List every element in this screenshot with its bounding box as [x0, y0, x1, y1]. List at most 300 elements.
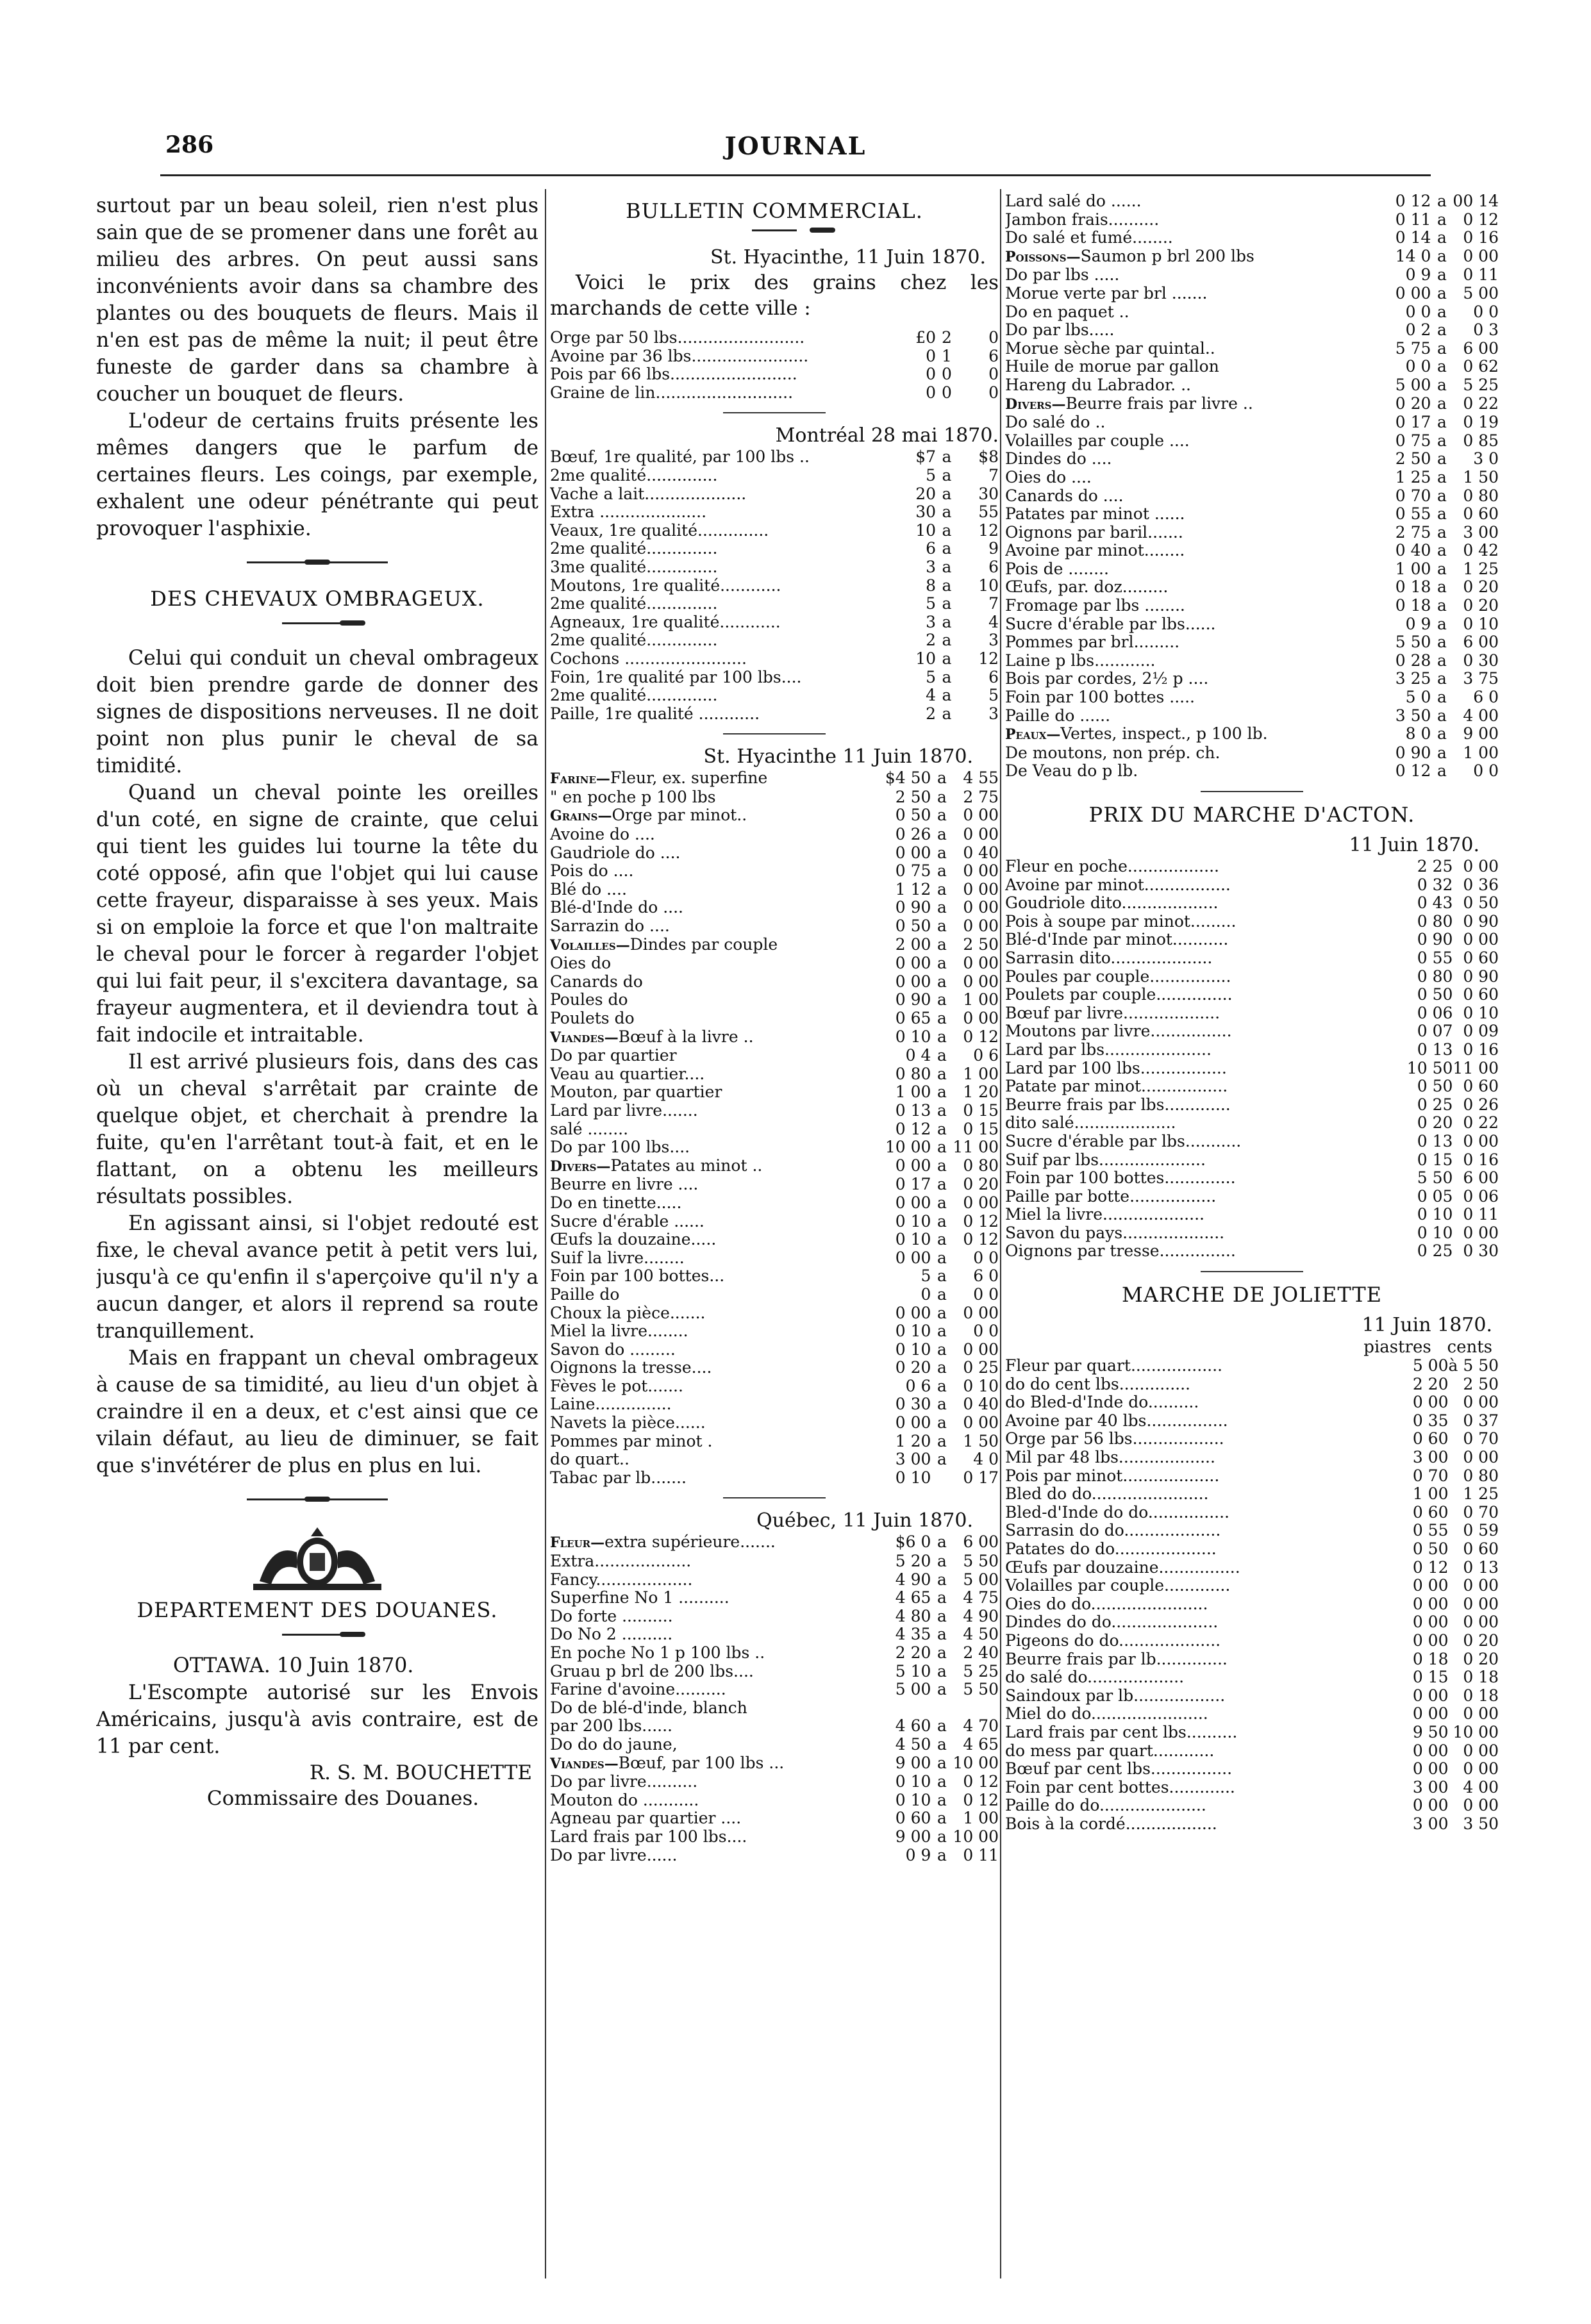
- price-value: 3: [988, 631, 999, 650]
- price-value: 6: [926, 539, 936, 558]
- price-value: a: [937, 1790, 947, 1809]
- price-value: a: [937, 1156, 947, 1175]
- signature-name: R. S. M. BOUCHETTE: [309, 1761, 532, 1784]
- item-label: Goudriole dito...................: [1005, 894, 1219, 913]
- item-label: Veaux, 1re qualité..............: [550, 521, 769, 540]
- price-value: 3 50: [1395, 706, 1431, 725]
- price-row: [550, 365, 999, 384]
- price-row: [1005, 1485, 1499, 1504]
- price-value: a: [937, 1211, 947, 1231]
- price-value: 6 0: [973, 1266, 999, 1286]
- price-value: 14 0: [1395, 246, 1431, 265]
- paragraph: surtout par un beau soleil, rien n'est plus sain que de se promener dans une forêt au milieu des arbres. On peut aussi sans inconvénients avoir dans sa chambre des plantes ou des bouquets de fleurs. Mais il n'en est pas de même la nuit; il peut être funeste de garder dans sa chambre à coucher un bouquet de fleurs.: [96, 194, 538, 406]
- price-value: a: [937, 1532, 947, 1552]
- price-value: a: [1437, 302, 1447, 321]
- price-row: [550, 788, 999, 807]
- paragraph: Mais en frappant un cheval ombrageux à cause de sa timidité, au lieu d'un objet à craindre il en a deux, et c'est ainsi que ce vilain défaut, au lieu de diminuer, se fait que s'invétérer de plus en plus en lui.: [96, 1347, 538, 1477]
- price-value: 0 50: [1417, 1077, 1453, 1096]
- price-row: [550, 686, 999, 705]
- price-value: 0 00: [1412, 1741, 1449, 1760]
- price-value: a: [937, 1230, 947, 1249]
- price-value: 0 00: [895, 1156, 931, 1175]
- item-label: Gruau p brl de 200 lbs....: [550, 1662, 754, 1681]
- item-label: Fleur en poche..................: [1005, 858, 1219, 876]
- price-value: 1 25: [1463, 1484, 1499, 1504]
- price-row: [1005, 1467, 1499, 1486]
- price-value: a: [1437, 357, 1447, 376]
- price-value: 3: [926, 612, 936, 631]
- price-value: a: [937, 1248, 947, 1267]
- montreal-dateline: Montréal 28 mai 1870.: [775, 424, 999, 447]
- price-value: 0 50: [1417, 985, 1453, 1004]
- price-value: 3 00: [1412, 1777, 1449, 1797]
- price-value: a: [937, 1809, 947, 1828]
- price-value: 0 07: [1417, 1022, 1453, 1041]
- price-value: 0 22: [1463, 1113, 1499, 1133]
- price-value: 6: [988, 557, 999, 576]
- price-value: 4 90: [963, 1606, 999, 1625]
- price-row: [1005, 1041, 1499, 1059]
- price-value: a: [1437, 431, 1447, 450]
- sthyacinthe-dateline: St. Hyacinthe 11 Juin 1870.: [703, 745, 973, 768]
- price-value: 6 00: [1463, 633, 1499, 652]
- price-value: 0 62: [1463, 357, 1499, 376]
- price-value: 5: [926, 667, 936, 686]
- item-cell: [550, 769, 885, 788]
- item-label: Foin par 100 bottes .....: [1005, 688, 1195, 707]
- price-value: 0 50: [895, 917, 931, 936]
- price-value: 0 10: [895, 1340, 931, 1359]
- price-row: [550, 1322, 999, 1341]
- price-value: 0 25: [1417, 1095, 1453, 1114]
- price-row: [1005, 858, 1499, 876]
- item-label: Do par livre..........: [550, 1773, 698, 1791]
- price-value: 0 0: [1405, 357, 1431, 376]
- item-label: Paille, 1re qualité ............: [550, 704, 760, 723]
- price-row: [1005, 1242, 1499, 1261]
- item-label: Avoine par minot........: [1005, 542, 1185, 560]
- price-row: [1005, 688, 1499, 707]
- price-value: 0 90: [1417, 930, 1453, 949]
- item-label: Patates do do....................: [1005, 1540, 1217, 1558]
- price-value: a: [937, 1413, 947, 1432]
- price-value: a: [937, 806, 947, 825]
- price-row: [550, 806, 999, 826]
- price-value: 10 50: [1406, 1058, 1453, 1077]
- item-label: " en poche p 100 lbs: [550, 788, 716, 806]
- bulletin-dateline: St. Hyacinthe, 11 Juin 1870.: [710, 246, 986, 269]
- price-value: a: [942, 686, 952, 705]
- price-row: [1005, 1797, 1499, 1815]
- price-value: 7: [988, 594, 999, 613]
- category-label: Viandes—: [550, 1029, 619, 1046]
- price-value: $8: [978, 447, 999, 467]
- item-label: Savon do .........: [550, 1340, 676, 1359]
- price-value: 5 75: [1395, 338, 1431, 358]
- price-value: a: [1437, 743, 1447, 762]
- price-value: 1 00: [895, 1083, 931, 1102]
- price-value: 0 65: [895, 1009, 931, 1027]
- item-label: Mouton do ...........: [550, 1791, 699, 1809]
- price-value: 0 30: [895, 1395, 931, 1414]
- price-row: [1005, 670, 1499, 688]
- price-row: [550, 384, 999, 403]
- separator: [723, 733, 826, 735]
- price-value: 0 12: [963, 1230, 999, 1249]
- price-row: [1005, 1632, 1499, 1650]
- price-value: 0 37: [1463, 1411, 1499, 1430]
- separator: [1201, 1271, 1303, 1272]
- column-3: [1005, 192, 1499, 2298]
- item-label: Paille do do.....................: [1005, 1797, 1206, 1815]
- item-label: Bois par cordes, 2½ p ....: [1005, 670, 1209, 688]
- price-value: 0 00: [895, 1193, 931, 1212]
- grains-price-table: [550, 329, 999, 402]
- item-label: Dindes par couple: [629, 935, 778, 954]
- price-value: a: [937, 990, 947, 1009]
- price-value: 0 25: [963, 1358, 999, 1377]
- price-row: [550, 448, 999, 467]
- item-label: Paille par botte.................: [1005, 1187, 1217, 1206]
- item-label: par 200 lbs......: [550, 1717, 672, 1736]
- separator: [723, 1497, 826, 1498]
- price-value: 0 00: [1412, 1796, 1449, 1815]
- price-value: 0 00: [1463, 1594, 1499, 1613]
- price-value: 0 12: [963, 1772, 999, 1791]
- item-label: De moutons, non prép. ch.: [1005, 743, 1220, 762]
- price-value: 9 00: [895, 1753, 931, 1772]
- price-row: [550, 1699, 999, 1718]
- price-value: 30: [915, 502, 936, 522]
- price-value: 4 65: [963, 1734, 999, 1754]
- price-value: 0 10: [1417, 1205, 1453, 1224]
- price-value: 10 00: [885, 1138, 931, 1157]
- item-label: Foin, 1re qualité par 100 lbs....: [550, 668, 802, 686]
- price-value: a: [1437, 651, 1447, 670]
- royal-arms-emblem: [234, 1523, 401, 1594]
- price-value: 1 20: [963, 1083, 999, 1102]
- item-label: Dindes do do.....................: [1005, 1613, 1219, 1632]
- item-label: Do par quartier: [550, 1047, 677, 1065]
- price-value: 0 00: [1395, 283, 1431, 303]
- price-value: a: [937, 1606, 947, 1625]
- price-row: [550, 1809, 999, 1828]
- price-row: [1005, 1760, 1499, 1779]
- item-label: Suif la livre........: [550, 1249, 685, 1267]
- price-value: 0 3: [1473, 320, 1499, 340]
- price-value: 0 15: [963, 1119, 999, 1138]
- price-value: a: [937, 954, 947, 973]
- ornament-rule: [247, 1498, 388, 1504]
- price-value: 0 00: [963, 861, 999, 881]
- price-row: [1005, 524, 1499, 542]
- price-value: 1 00: [1412, 1484, 1449, 1504]
- price-value: 0 12: [963, 1211, 999, 1231]
- price-value: 0 19: [1463, 413, 1499, 432]
- price-row: [1005, 560, 1499, 579]
- price-value: a: [937, 1827, 947, 1846]
- price-row: [1005, 192, 1499, 211]
- price-value: a: [1437, 614, 1447, 633]
- price-value: [931, 1469, 953, 1488]
- price-value: 5 25: [1463, 375, 1499, 394]
- price-row: [550, 844, 999, 863]
- price-value: a: [942, 557, 952, 576]
- price-value: 5: [920, 1266, 931, 1286]
- price-row: [1005, 968, 1499, 986]
- price-value: 0 20: [1463, 596, 1499, 615]
- price-value: 0 17: [963, 1468, 999, 1487]
- price-value: 1 25: [1463, 559, 1499, 578]
- item-label: Moutons par livre................: [1005, 1022, 1232, 1041]
- title-underline: [752, 229, 797, 235]
- price-value: 0 00: [1463, 246, 1499, 265]
- price-value: 0 40: [963, 843, 999, 862]
- price-value: 0 10: [1463, 614, 1499, 633]
- price-value: 0: [926, 365, 936, 384]
- price-value: 3 0: [1473, 449, 1499, 469]
- price-value: 0 10: [895, 1027, 931, 1046]
- price-value: 0 00: [895, 1303, 931, 1322]
- price-row: [1005, 1650, 1499, 1669]
- price-value: 0: [926, 383, 936, 402]
- price-value: a: [1437, 320, 1447, 340]
- price-value: 0 60: [895, 1809, 931, 1828]
- price-row: [550, 1681, 999, 1699]
- price-row: [550, 1791, 999, 1810]
- price-row: [550, 881, 999, 899]
- item-label: Do salé do ..: [1005, 413, 1106, 432]
- price-value: a: [1437, 724, 1447, 743]
- price-row: [1005, 1151, 1499, 1170]
- price-row: [550, 595, 999, 613]
- item-label: do do cent lbs..............: [1005, 1375, 1190, 1393]
- acton-price-table: [1005, 858, 1499, 1261]
- item-label: Pommes par minot .: [550, 1432, 713, 1450]
- price-value: 0 70: [1395, 486, 1431, 505]
- price-value: 6 00: [1463, 338, 1499, 358]
- price-value: a: [942, 520, 952, 540]
- price-value: 0 00: [963, 898, 999, 917]
- price-value: 4 90: [895, 1570, 931, 1589]
- price-value: 4: [926, 686, 936, 705]
- price-value: 0: [988, 365, 999, 384]
- price-value: 5 50: [963, 1680, 999, 1699]
- price-value: 3 50: [1463, 1814, 1499, 1833]
- price-value: 0 14: [1395, 228, 1431, 247]
- price-row: [1005, 247, 1499, 267]
- price-row: [550, 329, 999, 347]
- page-number: 286: [165, 131, 214, 158]
- price-value: 4 50: [895, 1734, 931, 1754]
- header-rule: [160, 174, 1431, 176]
- price-row: [1005, 450, 1499, 469]
- price-row: [550, 1395, 999, 1414]
- item-label: Jambon frais..........: [1005, 210, 1160, 229]
- price-value: 0 12: [1463, 210, 1499, 229]
- price-row: [1005, 1595, 1499, 1614]
- item-label: Saindoux par lb..................: [1005, 1686, 1226, 1705]
- price-value: a: [937, 1643, 947, 1662]
- price-value: 0 60: [1463, 948, 1499, 967]
- price-value: a: [937, 1661, 947, 1681]
- price-row: [550, 1341, 999, 1359]
- price-row: [1005, 1448, 1499, 1467]
- item-label: Canards do ....: [1005, 486, 1124, 505]
- price-row: [1005, 303, 1499, 322]
- price-value: a: [937, 1716, 947, 1736]
- price-value: 2 50: [1463, 1374, 1499, 1393]
- price-value: 0 30: [1463, 651, 1499, 670]
- price-value: 0 12: [1395, 192, 1431, 210]
- price-value: [890, 1699, 931, 1718]
- price-row: [1005, 913, 1499, 931]
- price-value: 0 11: [1463, 1205, 1499, 1224]
- price-row: [1005, 432, 1499, 451]
- price-value: a: [942, 465, 952, 485]
- column-2: [550, 192, 999, 2298]
- price-value: 0 13: [895, 1100, 931, 1120]
- price-value: 5 00: [1395, 375, 1431, 394]
- price-value: $4 50: [885, 768, 931, 788]
- item-label: Pigeons do do....................: [1005, 1631, 1221, 1650]
- price-value: 10 00: [953, 1753, 999, 1772]
- price-value: 3 75: [1463, 669, 1499, 688]
- price-value: 0: [988, 328, 999, 347]
- price-value: a: [937, 1119, 947, 1138]
- item-label: Bœuf, 1re qualité, par 100 lbs ..: [550, 448, 810, 467]
- price-value: a: [1437, 413, 1447, 432]
- price-value: 0 20: [1463, 1631, 1499, 1650]
- price-value: a: [1437, 338, 1447, 358]
- item-cell: [550, 806, 885, 826]
- price-value: 0 80: [1463, 486, 1499, 505]
- price-row: [1005, 652, 1499, 670]
- price-value: 4 0: [973, 1450, 999, 1469]
- price-value: 0 0: [1473, 761, 1499, 781]
- price-value: 0 12: [963, 1790, 999, 1809]
- item-label: do Bled-d'Inde do..........: [1005, 1393, 1199, 1412]
- price-value: 7: [988, 465, 999, 485]
- price-value: a: [1437, 394, 1447, 413]
- price-row: [550, 917, 999, 936]
- price-value: 0 9: [1405, 614, 1431, 633]
- price-value: 0 32: [1417, 875, 1453, 894]
- price-value: 0 55: [1417, 948, 1453, 967]
- item-label: do quart..: [550, 1450, 629, 1469]
- price-value: a: [937, 1083, 947, 1102]
- price-value: 5 00: [1412, 1356, 1449, 1375]
- price-value: a: [937, 898, 947, 917]
- price-value: 4 80: [895, 1606, 931, 1625]
- item-label: Foin par 100 bottes..............: [1005, 1169, 1236, 1188]
- price-value: 0 80: [1463, 1466, 1499, 1485]
- price-value: 0 55: [1395, 504, 1431, 524]
- price-value: 11 00: [1453, 1058, 1499, 1077]
- item-label: Do de blé-d'inde, blanch: [550, 1698, 747, 1717]
- price-value: 5 25: [963, 1661, 999, 1681]
- price-value: 0 06: [1417, 1003, 1453, 1022]
- price-value: 5: [926, 594, 936, 613]
- price-value: 0 00: [895, 1248, 931, 1267]
- price-value: 0 55: [1412, 1521, 1449, 1540]
- price-value: 0 17: [895, 1175, 931, 1194]
- price-row: [550, 1304, 999, 1323]
- item-label: Do par lbs .....: [1005, 266, 1120, 285]
- douanes-dateline: OTTAWA. 10 Juin 1870.: [173, 1654, 414, 1677]
- price-value: 10: [915, 649, 936, 668]
- item-label: Oignons la tresse....: [550, 1359, 712, 1377]
- item-label: 2me qualité..............: [550, 631, 718, 650]
- price-value: 0 9: [905, 1845, 931, 1864]
- item-label: Pommes par brl.........: [1005, 633, 1180, 652]
- price-value: 0 11: [963, 1845, 999, 1864]
- price-value: 0 26: [895, 825, 931, 844]
- price-value: 0 0: [973, 1248, 999, 1267]
- price-value: 0 35: [1412, 1411, 1449, 1430]
- item-label: Do en tinette.....: [550, 1193, 682, 1212]
- price-value: 0 18: [1412, 1649, 1449, 1668]
- item-label: Oies do ....: [1005, 468, 1092, 486]
- price-value: 55: [978, 502, 999, 522]
- item-label: 2me qualité..............: [550, 540, 718, 558]
- price-value: 0 15: [1412, 1668, 1449, 1687]
- price-value: 2 20: [1412, 1374, 1449, 1393]
- item-label: Vache a lait....................: [550, 485, 747, 503]
- category-label: Poissons—: [1005, 248, 1081, 265]
- price-row: [550, 631, 999, 650]
- price-value: 0: [920, 1284, 931, 1304]
- price-row: [1005, 1613, 1499, 1632]
- price-row: [1005, 376, 1499, 395]
- price-value: a: [937, 1322, 947, 1341]
- article-title-chevaux: DES CHEVAUX OMBRAGEUX.: [150, 586, 485, 611]
- category-label: Peaux—: [1005, 726, 1061, 743]
- price-value: 0 00: [1463, 1613, 1499, 1632]
- price-value: 4 00: [1463, 1777, 1499, 1797]
- acton-title: PRIX DU MARCHE D'ACTON.: [1088, 802, 1415, 827]
- price-row: [550, 1450, 999, 1469]
- price-value: 9 00: [895, 1827, 931, 1846]
- item-label: En poche No 1 p 100 lbs ..: [550, 1644, 765, 1662]
- price-value: a: [942, 484, 952, 503]
- price-value: 0 00: [1463, 1704, 1499, 1723]
- price-value: a: [937, 972, 947, 991]
- price-row: [1005, 1096, 1499, 1115]
- price-value: 0 80: [1417, 967, 1453, 986]
- price-row: [1005, 1224, 1499, 1243]
- item-label: Suif par lbs.....................: [1005, 1150, 1206, 1169]
- price-value: 0 00: [963, 954, 999, 973]
- price-value: 0 00: [1463, 1796, 1499, 1815]
- price-value: 0 00: [1412, 1393, 1449, 1412]
- price-value: 0 40: [963, 1395, 999, 1414]
- price-row: [1005, 1687, 1499, 1706]
- item-label: Œufs, par. doz.........: [1005, 578, 1169, 597]
- price-value: 9: [988, 539, 999, 558]
- price-value: a: [942, 576, 952, 595]
- separator: [723, 412, 826, 413]
- item-label: Volailles par couple.............: [1005, 1577, 1231, 1595]
- price-value: a: [942, 704, 952, 723]
- item-label: Pois à soupe par minot.........: [1005, 912, 1237, 931]
- price-value: 0 60: [1463, 1077, 1499, 1096]
- price-value: 4 35: [895, 1625, 931, 1644]
- price-value: 0 11: [1395, 210, 1431, 229]
- price-value: 0 75: [895, 861, 931, 881]
- item-label: Orge par 50 lbs.........................: [550, 329, 805, 347]
- price-value: 8 0: [1405, 724, 1431, 743]
